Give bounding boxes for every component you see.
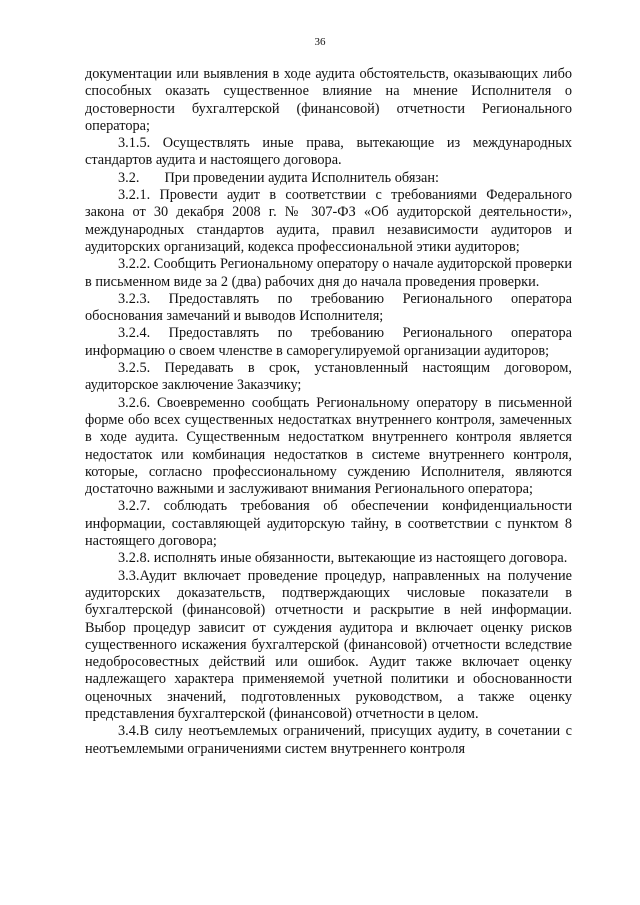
paragraph-3-1-5: 3.1.5. Осуществлять иные права, вытекающие из международных стандартов аудита и настоящего договора.: [85, 135, 572, 169]
paragraph-3-2-4: 3.2.4. Предоставлять по требованию Регионального оператора информацию о своем членстве в саморегулируемой организации аудиторов;: [85, 325, 572, 359]
paragraph-continuation: документации или выявления в ходе аудита обстоятельств, оказывающих либо способных оказать существенное влияние на мнение Исполнителя о достоверности бухгалтерской (финансовой) отчетности Регионального оператора;: [85, 66, 572, 134]
paragraph-3-2-6: 3.2.6. Своевременно сообщать Региональному оператору в письменной форме обо всех существенных недостатках внутреннего контроля, замеченных в ходе аудита. Существенным недостатком внутреннего контроля является недостаток или комбинация недостатков в системе внутреннего контроля, которые, согласно профессиональному суждению Исполнителя, являются достаточно важными и заслуживают внимания Регионального оператора;: [85, 394, 572, 498]
document-body: [85, 66, 572, 758]
paragraph-3-2-8: 3.2.8. исполнять иные обязанности, вытекающие из настоящего договора.: [118, 550, 568, 567]
paragraph-3-2-5: 3.2.5. Передавать в срок, установленный настоящим договором, аудиторское заключение Заказчику;: [85, 360, 572, 394]
page-number: 36: [314, 36, 326, 48]
paragraph-3-4: 3.4.В силу неотъемлемых ограничений, присущих аудиту, в сочетании с неотъемлемыми ограничениями систем внутреннего контроля: [85, 723, 572, 757]
paragraph-3-2: 3.2. При проведении аудита Исполнитель обязан:: [118, 169, 440, 186]
paragraph-3-2-2: 3.2.2. Сообщить Региональному оператору о начале аудиторской проверки в письменном виде за 2 (два) рабочих дня до начала проведения проверки.: [85, 256, 572, 290]
paragraph-3-2-3: 3.2.3. Предоставлять по требованию Регионального оператора обоснования замечаний и выводов Исполнителя;: [85, 290, 572, 325]
paragraph-3-2-7: 3.2.7. соблюдать требования об обеспечении конфиденциальности информации, составляющей аудиторскую тайну, в соответствии с пунктом 8 настоящего договора;: [85, 498, 572, 550]
paragraph-3-2-1: 3.2.1. Провести аудит в соответствии с требованиями Федерального закона от 30 декабря 2008 г. № 307-ФЗ «Об аудиторской деятельности», международных стандартов аудита, правил независимости аудиторов и аудиторских организаций, кодекса профессиональной этики аудиторов;: [85, 187, 572, 255]
paragraph-3-3: 3.3.Аудит включает проведение процедур, направленных на получение аудиторских доказательств, подтверждающих числовые показатели в бухгалтерской (финансовой) отчетности и раскрытие в ней информации. Выбор процедур зависит от суждения аудитора и включает оценку рисков существенного искажения бухгалтерской (финансовой) отчетности вследствие недобросовестных действий или ошибок. Аудит также включает оценку надлежащего характера применяемой учетной политики и обоснованности оценочных значений, подготовленных руководством, а также оценку представления бухгалтерской (финансовой) отчетности в целом.: [85, 567, 572, 722]
